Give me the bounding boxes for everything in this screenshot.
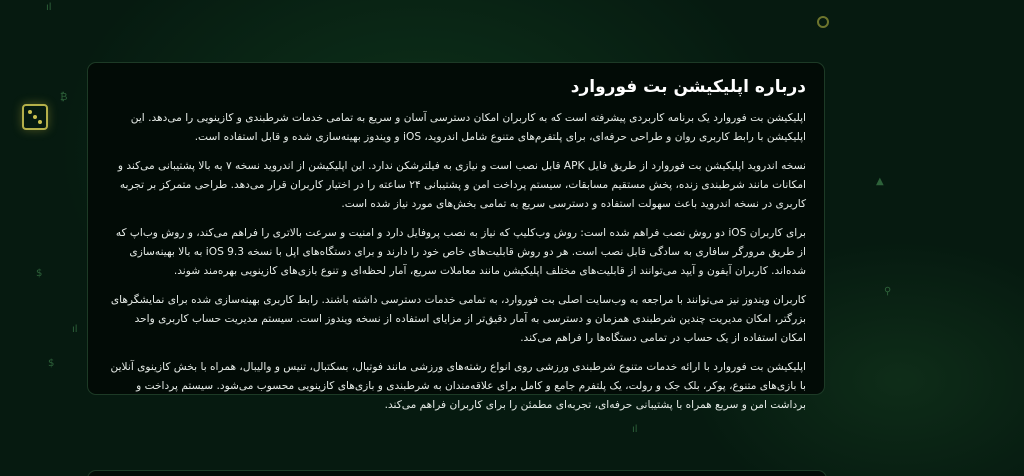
bitcoin-icon: ₿ — [60, 92, 68, 103]
section-title: درباره اپلیکیشن بت فوروارد — [570, 77, 806, 97]
coin-icon — [817, 16, 829, 28]
chart-icon: ıl — [632, 424, 638, 435]
paragraph-ios: برای کاربران iOS دو روش نصب فراهم شده است: روش وب‌کلیپ که نیاز به نصب پروفایل دارد و امنیت و سرعت بالاتری را فراهم می‌کند، و روش وب‌اپ که از طریق مرورگر سافاری به سادگی قابل نصب است. هر دو روش قابلیت‌های خاص خود را دارند و برای دستگاه‌های اپل با نسخه iOS 9.3 به بالا بهینه‌سازی شده‌اند. کاربران آیفون و آیپد می‌توانند از قابلیت‌های مختلف اپلیکیشن مانند معاملات سریع، آمار لحظه‌ای و تنوع بازی‌های کازینویی بهره‌مند شوند. — [115, 227, 806, 277]
dice-icon — [22, 104, 48, 130]
trophy-icon: ▲ — [876, 176, 884, 187]
about-app-card — [87, 62, 825, 411]
chart-icon: ıl — [46, 2, 52, 13]
next-section-card — [87, 470, 827, 476]
pin-icon: ⚲ — [884, 286, 892, 297]
paragraph-android: نسخه اندروید اپلیکیشن بت فوروارد از طریق فایل APK قابل نصب است و نیازی به فیلترشکن ندارد. این اپلیکیشن از اندروید نسخه ۷ به بالا پشتیبانی می‌کند و امکانات مانند شرطبندی زنده، پخش مستقیم مسابقات، سیستم پرداخت امن و پشتیبانی ۲۴ ساعته را در اختیار کاربران قرار می‌دهد. طراحی متمرکز بر تجربه کاربری در نسخه اندروید باعث سهولت استفاده و دسترسی سریع به تمامی بخش‌های مورد نیاز شده است. — [117, 160, 806, 210]
paragraph-windows: کاربران ویندوز نیز می‌توانند با مراجعه به وب‌سایت اصلی بت فوروارد، به تمامی خدمات دسترسی داشته باشند. رابط کاربری بهینه‌سازی شده برای نمایشگرهای بزرگتر، امکان مدیریت چندین شرطبندی همزمان و دسترسی به آمار دقیق‌تر از مزایای استفاده از نسخه ویندوز است. سیستم مدیریت حساب کاربری واحد امکان استفاده از یک حساب در تمامی دستگاه‌ها را فراهم می‌کند. — [110, 294, 806, 344]
dollar-icon: $ — [48, 358, 55, 369]
dollar-icon: $ — [36, 268, 43, 279]
chart-icon: ıl — [72, 324, 78, 335]
paragraph-intro: اپلیکیشن بت فوروارد یک برنامه کاربردی پیشرفته است که به کاربران امکان دسترسی آسان و سریع به تمامی خدمات شرطبندی و کازینویی را می‌دهد. این اپلیکیشن با رابط کاربری روان و طراحی حرفه‌ای، برای پلتفرم‌های متنوع شامل اندروید، iOS و ویندوز بهینه‌سازی شده و قابل استفاده است. — [130, 112, 806, 143]
paragraph-services: اپلیکیشن بت فوروارد با ارائه خدمات متنوع شرطبندی ورزشی روی انواع رشته‌های ورزشی مانند فوتبال، بسکتبال، تنیس و والیبال، همراه با بخش کازینوی آنلاین با بازی‌های متنوع، پوکر، بلک جک و رولت، یک پلتفرم جامع و کامل برای علاقه‌مندان به شرطبندی و بازی‌های کازینویی محسوب می‌شود. سیستم پرداخت و برداشت امن و سریع همراه با پشتیبانی حرفه‌ای، تجربه‌ای مطمئن را برای کاربران فراهم می‌کند. — [110, 361, 806, 411]
